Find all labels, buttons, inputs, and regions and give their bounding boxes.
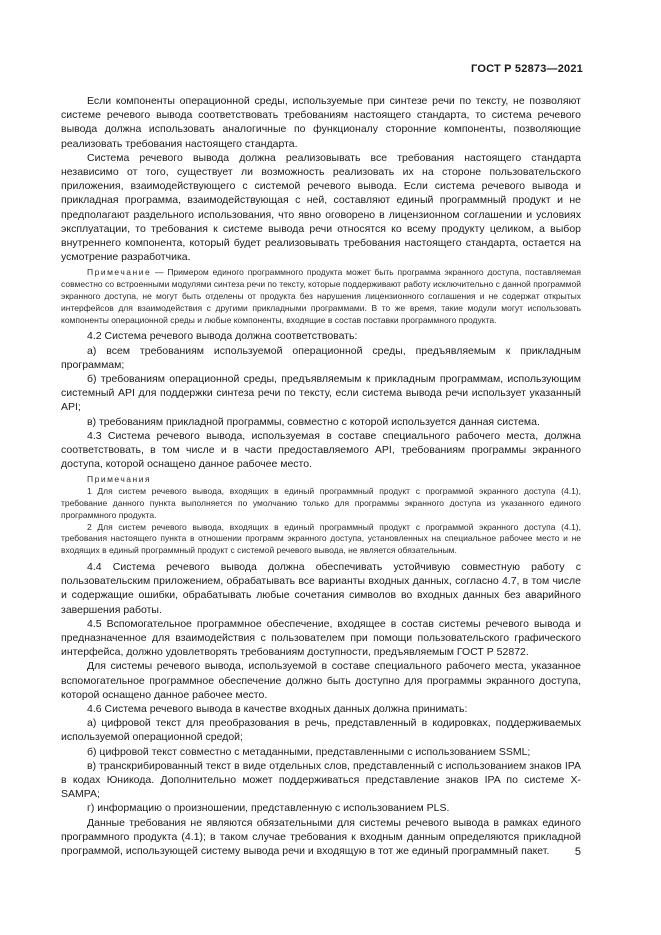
clause-4-5: 4.5 Вспомогательное программное обеспечение, входящее в состав системы речевого вывода и предназначенное для взаимодействия с пользователем при помощи пользовательского графического интерфейса, должно удовлетворять требованиям доступности, предъявляемым ГОСТ Р 52872. (61, 617, 581, 659)
list-item-v: в) требованиям прикладной программы, совместно с которой используется данная система. (87, 415, 540, 428)
note-text: — Примером единого программного продукта может быть программа экранного доступа, поставляемая совместно со встроенными модулями синтеза речи по тексту, которые поддерживают работу исключительно с данной программой экранного доступа, не могут быть отделены от продукта без нарушения лицензионного соглашения и не содержат открытых интерфейсов для взаимодействия с другими прикладными программами. В то же время, такие модули могут использовать компоненты операционной среды и любые компоненты, входящие в состав поставки программного продукта. (61, 267, 581, 325)
paragraph: Для системы речевого вывода, используемой в составе специального рабочего места, указанное вспомогательное программное обеспечение должно быть доступно для программы экранного доступа, которой оснащено данное рабочее место. (61, 660, 581, 701)
note-paragraph (61, 267, 581, 326)
standard-header: ГОСТ Р 52873—2021 (471, 63, 583, 75)
clause-4-6: 4.6 Система речевого вывода в качестве входных данных должна принимать: (87, 703, 468, 716)
clause-4-2: 4.2 Система речевого вывода должна соответствовать: (87, 330, 358, 343)
list-item-v: в) транскрибированный текст в виде отдельных слов, представленный с использованием знаков IPA в кодах Юникода. Дополнительно может поддерживаться представление знаков IPA по системе X-SAMPA; (61, 759, 581, 801)
list-item-a: а) цифровой текст для преобразования в речь, представленный в кодировках, поддерживаемых используемой операционной средой; (61, 717, 581, 744)
note-2: 2 Для систем речевого вывода, входящих в единый программный продукт с программой экранного доступа (4.1), требования настоящего пункта в отношении программ экранного доступа, установленных на специальное рабочее место и не входящих в единый программный продукт с системой речевого вывода, не является обязательным. (61, 521, 581, 556)
page-content (61, 94, 581, 858)
clause-4-4: 4.4 Система речевого вывода должна обеспечивать устойчивую совместную работу с пользовательским приложением, обрабатывать все варианты входных данных, согласно 4.7, в том числе и содержащие ошибки, обрабатывать любые сочетания символов во входных данных без аварийного завершения работы. (61, 561, 581, 616)
list-item-b: б) цифровой текст совместно с метаданными, представленными с использованием SSML; (87, 745, 531, 758)
note-1: 1 Для систем речевого вывода, входящих в единый программный продукт с программой экранного доступа (4.1), требование данного пункта выполняется по умолчанию только для программы экранного доступа из указанного единого программного продукта. (61, 486, 581, 520)
clause-4-3: 4.3 Система речевого вывода, используемая в составе специального рабочего места, должна соответствовать, в том числе и в части предоставляемого API, требованиям программы экранного доступа, которой оснащено данное рабочее место. (61, 429, 581, 471)
page-number: 5 (574, 846, 581, 858)
paragraph: Если компоненты операционной среды, используемые при синтезе речи по тексту, не позволяют системе речевого вывода соответствовать требованиям настоящего стандарта, то система речевого вывода должна использовать аналогичные по функционалу сторонние компоненты, позволяющие реализовать требования настоящего стандарта. (61, 95, 581, 150)
list-item-a: а) всем требованиям используемой операционной среды, предъявляемым к прикладным программам; (61, 344, 581, 371)
note-label: Примечание (87, 267, 152, 278)
list-item-g: г) информацию о произношении, представленную с использованием PLS. (87, 802, 450, 815)
paragraph: Данные требования не являются обязательными для системы речевого вывода в рамках единого программного продукта (4.1); в таком случае требования к входным данным определяются прикладной программой, использующей систему вывода речи и входящую в тот же единый программный пакет. (61, 816, 581, 858)
paragraph: Система речевого вывода должна реализовывать все требования настоящего стандарта независимо от того, существует ли возможность реализовать их на стороне пользовательского приложения, взаимодействующего с системой речевого вывода. Если система речевого вывода и прикладная программа, взаимодействующая с ней, составляют единый программный продукт и не предполагают раздельного использования, что явно оговорено в лицензионном соглашении и условиях эксплуатации, то требования к системе вывода речи относятся ко всему продукту целиком, а выбор внутреннего компонента, который будет реализовывать требования настоящего стандарта, остается на усмотрение разработчика. (61, 151, 581, 264)
list-item-b: б) требованиям операционной среды, предъявляемым к прикладным программам, использующим системный API для поддержки синтеза речи по тексту, если система вывода речи использует указанный API; (61, 373, 581, 414)
notes-heading: Примечания (87, 474, 152, 485)
